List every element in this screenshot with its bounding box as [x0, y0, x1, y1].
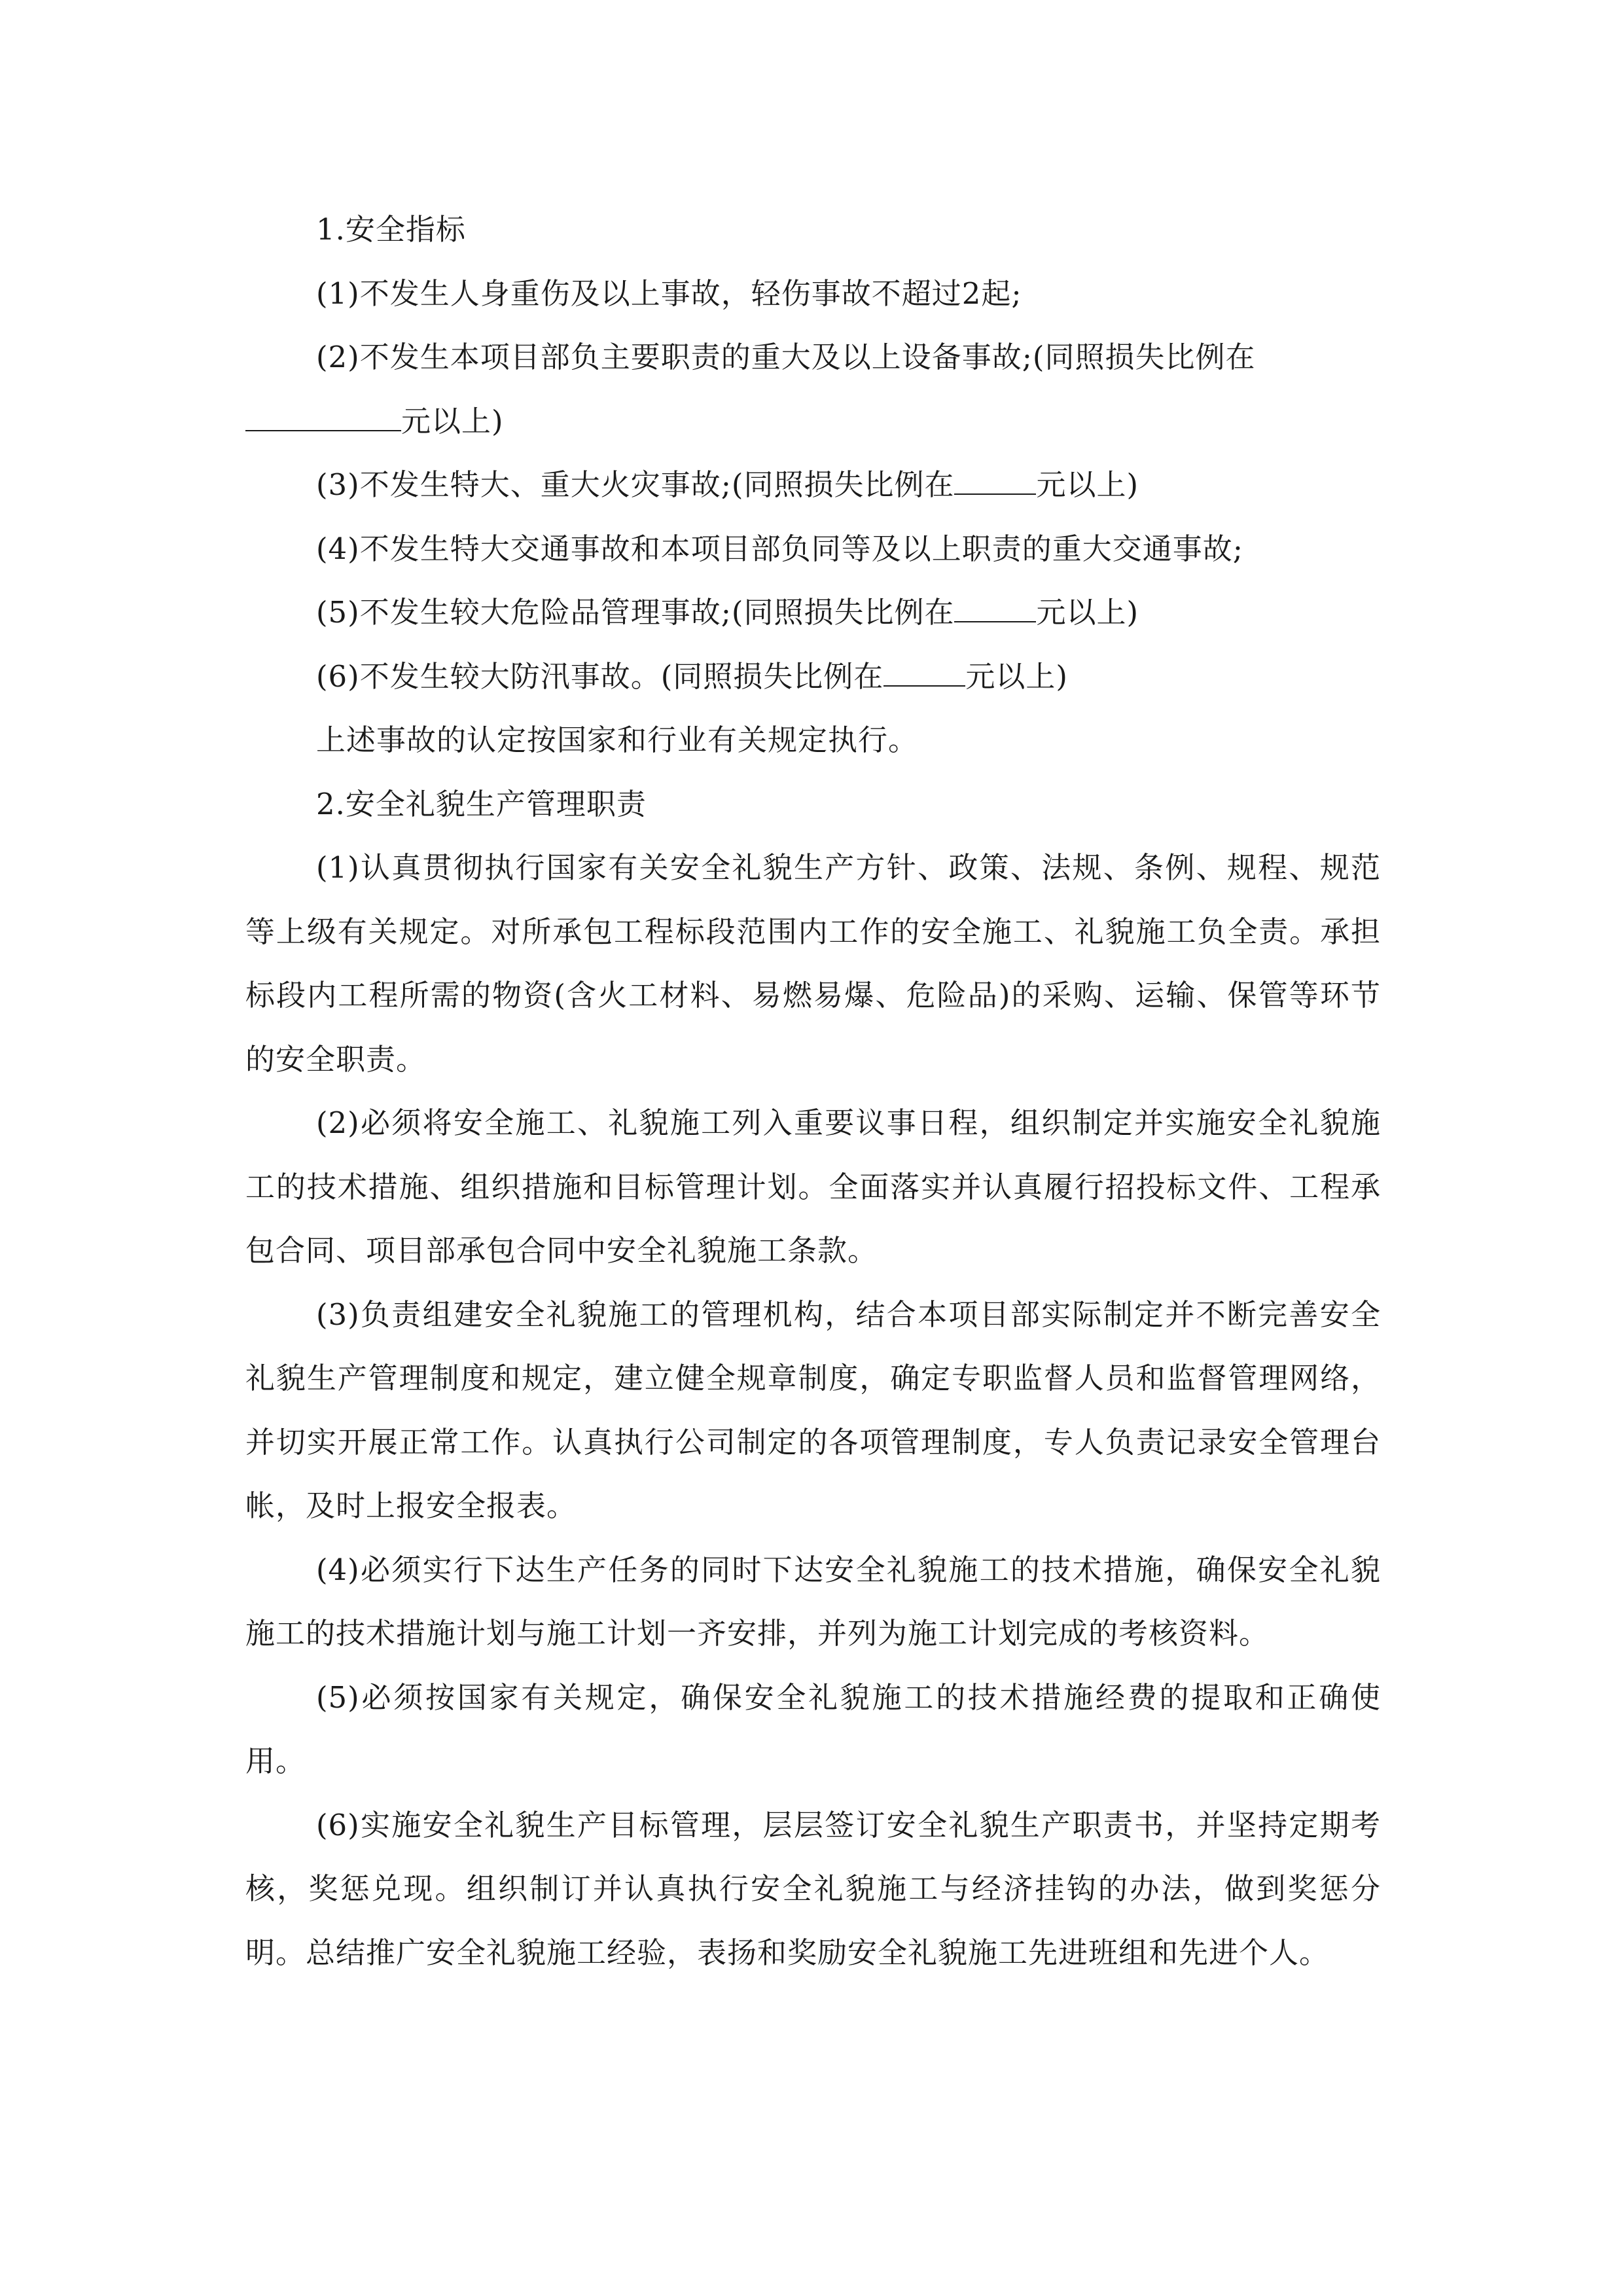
indicator-item-4: (4)不发生特大交通事故和本项目部负同等及以上职责的重大交通事故;: [316, 531, 1243, 566]
blank-field[interactable]: [954, 462, 1036, 495]
indicator-item-2-suffix: 元以上): [401, 403, 504, 439]
indicator-item-2-text: (2)不发生本项目部负主要职责的重大及以上设备事故;(同照损失比例在: [316, 340, 1256, 374]
duty-paragraph-3: (3)负责组建安全礼貌施工的管理机构，结合本项目部实际制定并不断完善安全礼貌生产管理制度和规定，建立健全规章制度，确定专职监督人员和监督管理网络，并切实开展正常工作。认真执行公司制定的各项管理制度，专人负责记录安全管理台帐，及时上报安全报表。: [245, 1297, 1381, 1523]
document-body: [245, 198, 1381, 1984]
indicator-item-3-text: (3)不发生特大、重大火灾事故;(同照损失比例在: [316, 467, 955, 502]
indicator-item-6: [245, 645, 1381, 709]
section-1-note: 上述事故的认定按国家和行业有关规定执行。: [316, 723, 919, 757]
indicator-item-5-text: (5)不发生较大危险品管理事故;(同照损失比例在: [316, 595, 955, 630]
duty-paragraph-5: (5)必须按国家有关规定，确保安全礼貌施工的技术措施经费的提取和正确使用。: [245, 1679, 1381, 1778]
indicator-item-3: [245, 453, 1381, 517]
duty-paragraph-2: (2)必须将安全施工、礼貌施工列入重要议事日程，组织制定并实施安全礼貌施工的技术措施、组织措施和目标管理计划。全面落实并认真履行招投标文件、工程承包合同、项目部承包合同中安全礼貌施工条款。: [245, 1105, 1381, 1268]
blank-field[interactable]: [954, 590, 1036, 622]
indicator-item-5: [245, 581, 1381, 645]
duty-paragraph-4: (4)必须实行下达生产任务的同时下达安全礼貌施工的技术措施，确保安全礼貌施工的技术措施计划与施工计划一齐安排，并列为施工计划完成的考核资料。: [245, 1552, 1381, 1651]
duty-paragraph-6: (6)实施安全礼貌生产目标管理，层层签订安全礼貌生产职责书，并坚持定期考核，奖惩兑现。组织制订并认真执行安全礼貌施工与经济挂钩的办法，做到奖惩分明。总结推广安全礼貌施工经验，表扬和奖励安全礼貌施工先进班组和先进个人。: [245, 1807, 1381, 1970]
indicator-item-1: (1)不发生人身重伤及以上事故，轻伤事故不超过2起;: [316, 276, 1022, 311]
duty-paragraph-1: (1)认真贯彻执行国家有关安全礼貌生产方针、政策、法规、条例、规程、规范等上级有关规定。对所承包工程标段范围内工作的安全施工、礼貌施工负全责。承担标段内工程所需的物资(含火工材料、易燃易爆、危险品)的采购、运输、保管等环节的安全职责。: [245, 850, 1381, 1077]
blank-field[interactable]: [883, 654, 965, 687]
blank-field[interactable]: [245, 399, 401, 431]
indicator-item-2: [245, 325, 1381, 453]
section-2-heading: 2.安全礼貌生产管理职责: [316, 786, 647, 821]
indicator-item-3-suffix: 元以上): [1036, 467, 1139, 502]
indicator-item-6-text: (6)不发生较大防汛事故。(同照损失比例在: [316, 658, 884, 694]
indicator-item-6-suffix: 元以上): [965, 658, 1068, 694]
section-1-heading: 1.安全指标: [316, 212, 466, 247]
indicator-item-5-suffix: 元以上): [1036, 595, 1139, 630]
